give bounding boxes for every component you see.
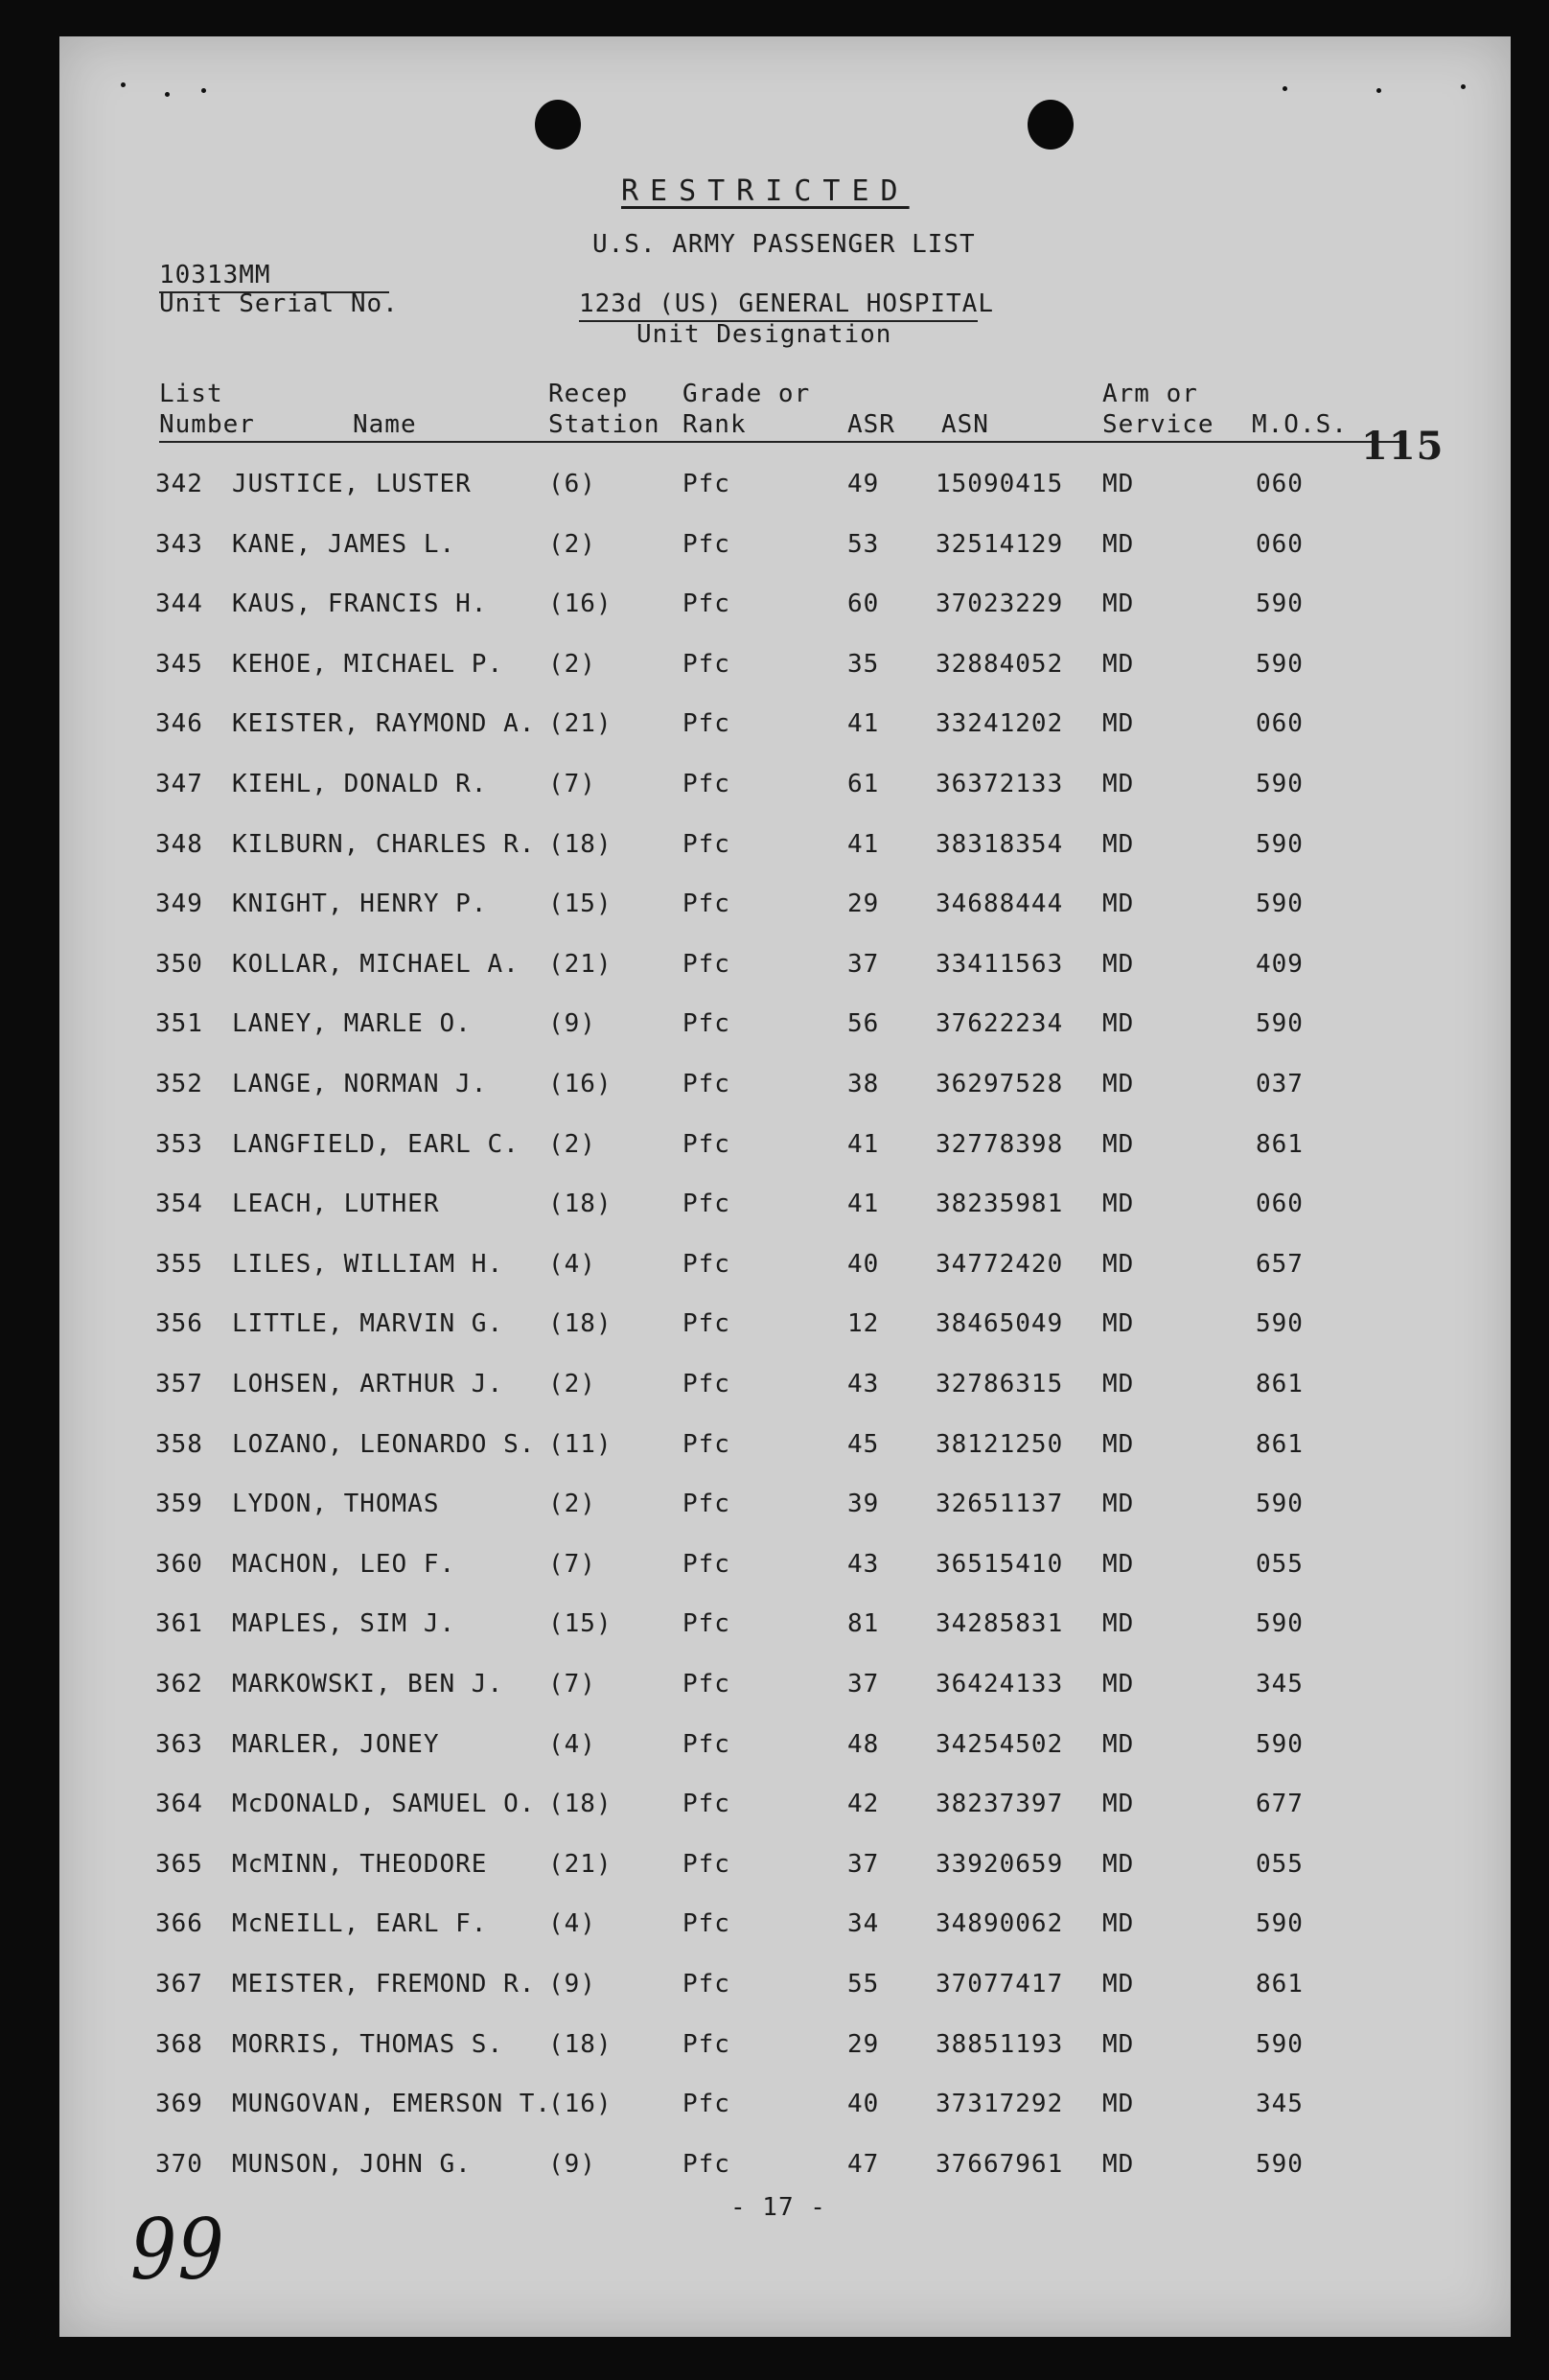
grade-rank: Pfc [682,529,730,559]
mos-code: 590 [1256,1490,1304,1519]
arm-service: MD [1102,1009,1135,1039]
grade-rank: Pfc [682,1549,730,1579]
list-number: 367 [155,1970,203,1999]
table-row [59,2150,1511,2188]
list-number: 363 [155,1729,203,1759]
asn-value: 32514129 [936,529,1064,559]
recep-station: (7) [548,1549,596,1579]
unit-designation-value: 123d (US) GENERAL HOSPITAL [579,289,994,318]
list-number: 355 [155,1249,203,1279]
table-row [59,1730,1511,1768]
list-number: 365 [155,1849,203,1879]
table-row [59,770,1511,808]
table-row [59,1970,1511,2008]
mos-code: 590 [1256,829,1304,859]
arm-service: MD [1102,1790,1135,1819]
mos-code: 345 [1256,2090,1304,2119]
list-number: 369 [155,2090,203,2119]
recep-station: (11) [548,1429,613,1459]
recep-station: (18) [548,1790,613,1819]
arm-service: MD [1102,709,1135,739]
list-number: 359 [155,1490,203,1519]
asn-value: 32786315 [936,1370,1064,1398]
passenger-name: KNIGHT, HENRY P. [232,890,488,919]
list-number: 357 [155,1370,203,1398]
passenger-name: KAUS, FRANCIS H. [232,589,488,619]
asr-value: 56 [847,1009,880,1039]
passenger-name: MARKOWSKI, BEN J. [232,1670,504,1698]
recep-station: (9) [548,2149,596,2179]
asr-value: 41 [847,709,880,739]
passenger-name: LITTLE, MARVIN G. [232,1309,504,1339]
table-row [59,1250,1511,1288]
punch-hole-right [1028,100,1074,150]
recep-station: (16) [548,2090,613,2119]
recep-station: (16) [548,589,613,619]
grade-rank: Pfc [682,1970,730,1999]
asr-value: 40 [847,1249,880,1279]
passenger-name: MAPLES, SIM J. [232,1609,456,1639]
asr-value: 41 [847,829,880,859]
asn-value: 33411563 [936,949,1064,979]
passenger-name: KOLLAR, MICHAEL A. [232,949,520,979]
asr-value: 81 [847,1609,880,1639]
arm-service: MD [1102,649,1135,679]
table-row [59,1190,1511,1228]
recep-station: (16) [548,1070,613,1098]
list-number: 342 [155,470,203,498]
table-row [59,1070,1511,1108]
recep-station: (2) [548,529,596,559]
grade-rank: Pfc [682,1190,730,1219]
arm-service: MD [1102,1609,1135,1639]
arm-service: MD [1102,1729,1135,1759]
col-grade-1: Grade or [682,380,811,408]
arm-service: MD [1102,2029,1135,2059]
passenger-name: McMINN, THEODORE [232,1849,488,1879]
asr-value: 49 [847,470,880,498]
list-number: 347 [155,770,203,798]
list-number: 364 [155,1790,203,1819]
recep-station: (21) [548,1849,613,1879]
table-row [59,1909,1511,1948]
grade-rank: Pfc [682,1309,730,1339]
list-number: 346 [155,709,203,739]
asn-value: 38237397 [936,1790,1064,1819]
recep-station: (15) [548,890,613,919]
col-recep-2: Station [548,410,660,439]
arm-service: MD [1102,1549,1135,1579]
asn-value: 32778398 [936,1129,1064,1159]
grade-rank: Pfc [682,770,730,798]
grade-rank: Pfc [682,649,730,679]
passenger-name: MEISTER, FREMOND R. [232,1970,536,1999]
asr-value: 47 [847,2149,880,2179]
arm-service: MD [1102,1909,1135,1939]
table-row [59,1850,1511,1888]
asn-value: 38318354 [936,829,1064,859]
asn-value: 37023229 [936,589,1064,619]
mos-code: 590 [1256,2149,1304,2179]
table-row [59,830,1511,868]
asr-value: 48 [847,1729,880,1759]
list-number: 368 [155,2029,203,2059]
mos-code: 657 [1256,1249,1304,1279]
recep-station: (18) [548,829,613,859]
asr-value: 43 [847,1549,880,1579]
arm-service: MD [1102,1370,1135,1398]
grade-rank: Pfc [682,1370,730,1398]
grade-rank: Pfc [682,1670,730,1698]
asn-value: 34254502 [936,1729,1064,1759]
mos-code: 055 [1256,1549,1304,1579]
table-row [59,589,1511,628]
passenger-name: KEISTER, RAYMOND A. [232,709,536,739]
passenger-name: LYDON, THOMAS [232,1490,440,1519]
table-row [59,1550,1511,1588]
asn-value: 38121250 [936,1429,1064,1459]
passenger-name: MUNSON, JOHN G. [232,2149,472,2179]
handwritten-number: 99 [130,2200,225,2299]
recep-station: (21) [548,949,613,979]
recep-station: (18) [548,1190,613,1219]
asn-value: 36515410 [936,1549,1064,1579]
asr-value: 38 [847,1070,880,1098]
grade-rank: Pfc [682,1129,730,1159]
list-number: 352 [155,1070,203,1098]
table-row [59,1009,1511,1048]
asn-value: 33241202 [936,709,1064,739]
passenger-name: MARLER, JONEY [232,1729,440,1759]
asn-value: 37077417 [936,1970,1064,1999]
recep-station: (18) [548,1309,613,1339]
mos-code: 590 [1256,1309,1304,1339]
grade-rank: Pfc [682,1070,730,1098]
asn-value: 37317292 [936,2090,1064,2119]
list-title: U.S. ARMY PASSENGER LIST [592,230,976,259]
asr-value: 55 [847,1970,880,1999]
asr-value: 39 [847,1490,880,1519]
asr-value: 29 [847,890,880,919]
mos-code: 055 [1256,1849,1304,1879]
recep-station: (4) [548,1729,596,1759]
grade-rank: Pfc [682,2090,730,2119]
asr-value: 43 [847,1370,880,1398]
grade-rank: Pfc [682,1429,730,1459]
table-row [59,470,1511,508]
mos-code: 861 [1256,1370,1304,1398]
mos-code: 677 [1256,1790,1304,1819]
recep-station: (4) [548,1909,596,1939]
mos-code: 590 [1256,1909,1304,1939]
recep-station: (7) [548,770,596,798]
asr-value: 34 [847,1909,880,1939]
list-number: 358 [155,1429,203,1459]
asn-value: 34772420 [936,1249,1064,1279]
list-number: 356 [155,1309,203,1339]
asr-value: 37 [847,949,880,979]
arm-service: MD [1102,770,1135,798]
list-number: 348 [155,829,203,859]
asn-value: 38851193 [936,2029,1064,2059]
grade-rank: Pfc [682,890,730,919]
table-row [59,2090,1511,2128]
list-number: 344 [155,589,203,619]
unit-designation-label: Unit Designation [636,320,892,349]
recep-station: (2) [548,649,596,679]
passenger-name: MORRIS, THOMAS S. [232,2029,504,2059]
list-number: 360 [155,1549,203,1579]
mos-code: 060 [1256,709,1304,739]
table-row [59,1490,1511,1528]
grade-rank: Pfc [682,829,730,859]
arm-service: MD [1102,529,1135,559]
recep-station: (2) [548,1129,596,1159]
passenger-name: LEACH, LUTHER [232,1190,440,1219]
arm-service: MD [1102,949,1135,979]
col-list-number-1: List [159,380,223,408]
list-number: 353 [155,1129,203,1159]
grade-rank: Pfc [682,709,730,739]
table-row [59,1130,1511,1168]
punch-hole-left [535,100,581,150]
table-row [59,1430,1511,1468]
grade-rank: Pfc [682,1909,730,1939]
table-row [59,1670,1511,1708]
grade-rank: Pfc [682,1849,730,1879]
col-list-number-2: Number [159,410,255,439]
arm-service: MD [1102,1249,1135,1279]
passenger-name: LOHSEN, ARTHUR J. [232,1370,504,1398]
asr-value: 42 [847,1790,880,1819]
grade-rank: Pfc [682,949,730,979]
passenger-name: McNEILL, EARL F. [232,1909,488,1939]
asr-value: 12 [847,1309,880,1339]
arm-service: MD [1102,1070,1135,1098]
grade-rank: Pfc [682,589,730,619]
mos-code: 590 [1256,1009,1304,1039]
table-row [59,1609,1511,1648]
passenger-name: MACHON, LEO F. [232,1549,456,1579]
table-row [59,1309,1511,1348]
grade-rank: Pfc [682,1729,730,1759]
mos-code: 060 [1256,529,1304,559]
asr-value: 40 [847,2090,880,2119]
mos-code: 861 [1256,1429,1304,1459]
col-recep-1: Recep [548,380,629,408]
table-row [59,2030,1511,2068]
arm-service: MD [1102,1429,1135,1459]
recep-station: (21) [548,709,613,739]
passenger-name: KANE, JAMES L. [232,529,456,559]
arm-service: MD [1102,890,1135,919]
list-number: 351 [155,1009,203,1039]
mos-code: 345 [1256,1670,1304,1698]
asr-value: 37 [847,1670,880,1698]
mos-code: 060 [1256,470,1304,498]
table-row [59,650,1511,688]
mos-code: 060 [1256,1190,1304,1219]
passenger-name: KIEHL, DONALD R. [232,770,488,798]
table-row [59,709,1511,748]
list-number: 349 [155,890,203,919]
passenger-name: JUSTICE, LUSTER [232,470,472,498]
passenger-name: KILBURN, CHARLES R. [232,829,536,859]
col-asn: ASN [941,410,989,439]
passenger-name: KEHOE, MICHAEL P. [232,649,504,679]
table-row [59,1790,1511,1828]
col-arm-2: Service [1102,410,1214,439]
asn-value: 38465049 [936,1309,1064,1339]
recep-station: (9) [548,1009,596,1039]
mos-code: 409 [1256,949,1304,979]
asr-value: 29 [847,2029,880,2059]
asn-value: 33920659 [936,1849,1064,1879]
col-name: Name [353,410,417,439]
asn-value: 32651137 [936,1490,1064,1519]
asn-value: 15090415 [936,470,1064,498]
list-number: 366 [155,1909,203,1939]
passenger-name: LANGFIELD, EARL C. [232,1129,520,1159]
mos-code: 590 [1256,2029,1304,2059]
stamp-number: 115 [1361,424,1445,469]
asr-value: 41 [847,1129,880,1159]
table-row [59,530,1511,568]
list-number: 345 [155,649,203,679]
recep-station: (2) [548,1370,596,1398]
asn-value: 32884052 [936,649,1064,679]
passenger-name: McDONALD, SAMUEL O. [232,1790,536,1819]
recep-station: (7) [548,1670,596,1698]
list-number: 361 [155,1609,203,1639]
list-number: 343 [155,529,203,559]
table-row [59,890,1511,928]
asn-value: 36372133 [936,770,1064,798]
asr-value: 35 [847,649,880,679]
mos-code: 861 [1256,1129,1304,1159]
arm-service: MD [1102,1129,1135,1159]
mos-code: 037 [1256,1070,1304,1098]
col-mos: M.O.S. [1252,410,1348,439]
grade-rank: Pfc [682,1490,730,1519]
recep-station: (2) [548,1490,596,1519]
list-number: 362 [155,1670,203,1698]
recep-station: (15) [548,1609,613,1639]
restricted-heading: RESTRICTED [621,174,910,208]
arm-service: MD [1102,589,1135,619]
mos-code: 590 [1256,890,1304,919]
grade-rank: Pfc [682,1009,730,1039]
passenger-name: LOZANO, LEONARDO S. [232,1429,536,1459]
asn-value: 38235981 [936,1190,1064,1219]
passenger-name: LANGE, NORMAN J. [232,1070,488,1098]
mos-code: 861 [1256,1970,1304,1999]
recep-station: (6) [548,470,596,498]
passenger-name: LILES, WILLIAM H. [232,1249,504,1279]
arm-service: MD [1102,1849,1135,1879]
recep-station: (9) [548,1970,596,1999]
list-number: 350 [155,949,203,979]
mos-code: 590 [1256,649,1304,679]
recep-station: (18) [548,2029,613,2059]
arm-service: MD [1102,829,1135,859]
arm-service: MD [1102,1190,1135,1219]
asr-value: 45 [847,1429,880,1459]
asn-value: 34285831 [936,1609,1064,1639]
grade-rank: Pfc [682,1609,730,1639]
document-page [59,36,1511,2337]
grade-rank: Pfc [682,1790,730,1819]
col-asr: ASR [847,410,895,439]
passenger-name: MUNGOVAN, EMERSON T. [232,2090,552,2119]
asn-value: 34688444 [936,890,1064,919]
arm-service: MD [1102,1970,1135,1999]
mos-code: 590 [1256,770,1304,798]
asn-value: 34890062 [936,1909,1064,1939]
mos-code: 590 [1256,589,1304,619]
asr-value: 37 [847,1849,880,1879]
asr-value: 60 [847,589,880,619]
passenger-name: LANEY, MARLE O. [232,1009,472,1039]
arm-service: MD [1102,470,1135,498]
mos-code: 590 [1256,1609,1304,1639]
asr-value: 41 [847,1190,880,1219]
page-number: - 17 - [730,2193,826,2222]
table-row [59,1370,1511,1408]
asn-value: 36424133 [936,1670,1064,1698]
asn-value: 37622234 [936,1009,1064,1039]
unit-serial-label: Unit Serial No. [159,289,399,318]
grade-rank: Pfc [682,1249,730,1279]
unit-serial-value: 10313MM [159,261,271,289]
asn-value: 36297528 [936,1070,1064,1098]
grade-rank: Pfc [682,470,730,498]
col-grade-2: Rank [682,410,747,439]
grade-rank: Pfc [682,2029,730,2059]
grade-rank: Pfc [682,2149,730,2179]
asr-value: 61 [847,770,880,798]
table-row [59,950,1511,988]
arm-service: MD [1102,1490,1135,1519]
mos-code: 590 [1256,1729,1304,1759]
asr-value: 53 [847,529,880,559]
arm-service: MD [1102,1309,1135,1339]
arm-service: MD [1102,2090,1135,2119]
list-number: 370 [155,2149,203,2179]
arm-service: MD [1102,1670,1135,1698]
col-arm-1: Arm or [1102,380,1198,408]
arm-service: MD [1102,2149,1135,2179]
asn-value: 37667961 [936,2149,1064,2179]
recep-station: (4) [548,1249,596,1279]
list-number: 354 [155,1190,203,1219]
